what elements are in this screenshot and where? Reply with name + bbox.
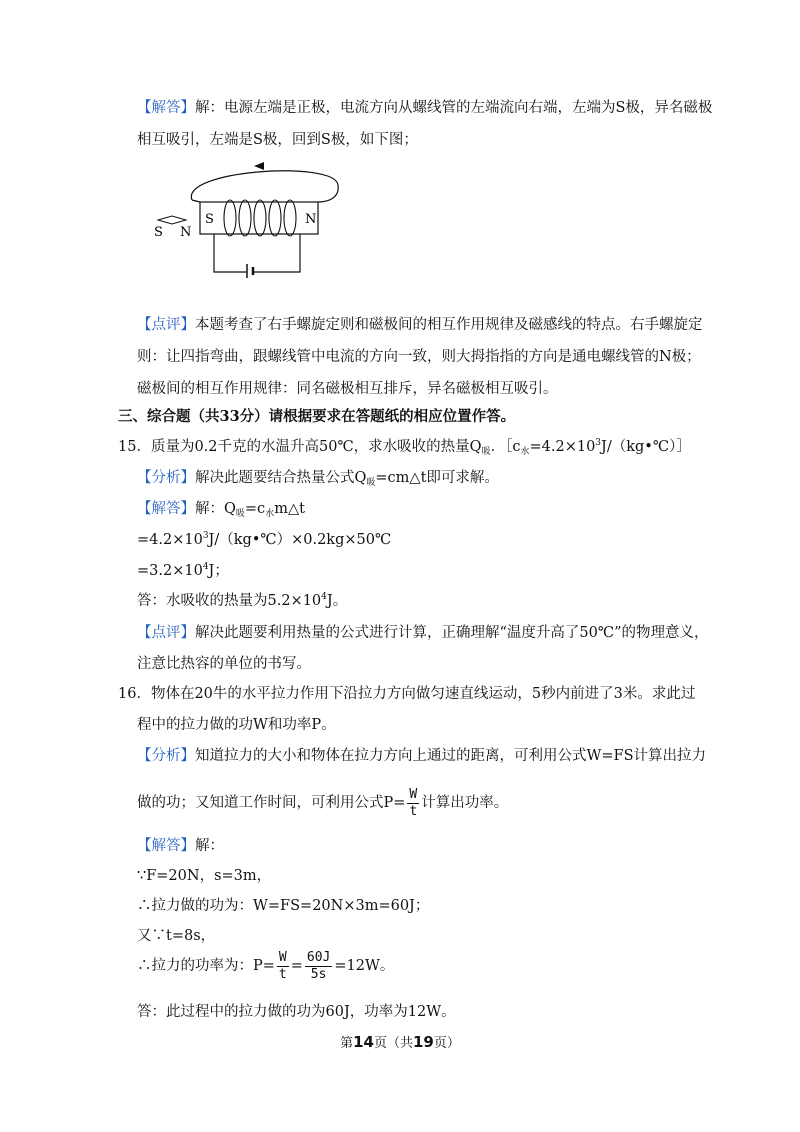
answer14-line1 <box>137 98 712 118</box>
q15-answer-line3 <box>137 561 229 583</box>
q15-ans2-b: J/（kg•℃）×0.2kg×50℃ <box>208 532 392 548</box>
q15-ans4-b: J。 <box>326 593 348 609</box>
q15-sub: 吸 <box>481 447 491 457</box>
q15-ans3-sup: 4 <box>202 562 209 572</box>
fraction-numerator: 60J <box>306 949 331 965</box>
q15-sub2: 水 <box>520 447 530 457</box>
q16-question-line2: 程中的拉力做的功W和功率P。 <box>137 717 336 733</box>
q15-ans4-sup: 4 <box>321 592 327 602</box>
fraction-denominator: t <box>278 966 287 982</box>
q16-step3: 又∵t=8s， <box>137 928 216 944</box>
needle-s-label: S <box>154 225 163 240</box>
footer-suffix: 页） <box>433 1036 460 1051</box>
coil-left-label: S <box>205 212 214 227</box>
q15-ans1-b: =c <box>244 501 266 517</box>
analysis-tag: 【分析】 <box>137 470 195 486</box>
footer-prefix: 第 <box>340 1036 354 1051</box>
circuit-wire <box>214 234 247 272</box>
q15-number: 15． <box>118 439 151 455</box>
fraction-numerator: W <box>409 786 418 802</box>
comment-tag: 【点评】 <box>137 317 195 333</box>
comment14-line2: 则：让四指弯曲，跟螺线管中电流的方向一致，则大拇指指的方向是通电螺线管的N极； <box>137 349 701 365</box>
power-formula-fraction <box>407 787 419 820</box>
q16-step5: 答：此过程中的拉力做的功为60J，功率为12W。 <box>137 1004 456 1020</box>
q15-ans4-a: 答：水吸收的热量为5.2×10 <box>137 593 322 609</box>
field-arrow-icon <box>254 162 264 170</box>
answer14-text1: 解：电源左端是正极，电流方向从螺线管的左端流向右端，左端为S极，异名磁极 <box>195 100 713 116</box>
comment14-line3: 磁极间的相互作用规律：同名磁极相互排斥，异名磁极相互吸引。 <box>137 381 558 397</box>
page-total: 19 <box>413 1033 434 1051</box>
q16-answer-head <box>137 836 224 856</box>
page-number: 14 <box>353 1033 374 1051</box>
comment14-line1 <box>137 315 703 335</box>
q16-analysis1: 知道拉力的大小和物体在拉力方向上通过的距离，可利用公式W=FS计算出拉力 <box>195 748 707 764</box>
needle-n-label: N <box>180 225 192 240</box>
q16-analysis-line1 <box>137 746 706 766</box>
q15-comment-line2: 注意比热容的单位的书写。 <box>137 656 311 672</box>
compass-needle-icon <box>158 216 186 224</box>
q15-ans1-a: 解：Q <box>195 501 236 517</box>
comment-tag: 【点评】 <box>137 625 195 641</box>
q15-analysis-a: 解决此题要结合热量公式Q <box>195 470 367 486</box>
answer-tag: 【解答】 <box>137 100 195 116</box>
q15-tail1: ．［c <box>490 439 521 455</box>
q15-tail2: =4.2×10 <box>529 439 596 455</box>
footer-mid: 页（共 <box>373 1036 413 1051</box>
answer-tag: 【解答】 <box>137 501 195 517</box>
q15-ans2-sup: 3 <box>202 531 209 541</box>
q16-s4-a: ∴拉力的功率为：P= <box>137 958 275 974</box>
q16-step1: ∵F=20N，s=3m， <box>137 868 272 884</box>
q15-answer-line1 <box>137 499 305 521</box>
q15-question <box>118 437 691 459</box>
comment14-text1: 本题考查了右手螺旋定则和磁极间的相互作用规律及磁感线的特点。右手螺旋定 <box>195 317 703 333</box>
solenoid-figure <box>150 160 350 280</box>
q16-analysis2-b: 计算出功率。 <box>421 795 509 811</box>
q16-s4-eq: = <box>290 958 303 974</box>
q16-step4 <box>137 948 394 984</box>
q15-ans1-c: m△t <box>274 501 305 517</box>
q15-ans1-sub: 吸 <box>235 509 245 519</box>
fraction-denominator: 5s <box>310 966 327 982</box>
q15-ans2-a: =4.2×10 <box>137 532 203 548</box>
page-footer <box>0 1032 800 1051</box>
section3-title: 三、综合题（共33分）请根据要求在答题纸的相应位置作答。 <box>118 408 516 425</box>
q16-number: 16． <box>118 686 151 702</box>
q15-ans1-sub2: 水 <box>265 509 275 519</box>
q16-analysis-line2 <box>137 785 508 821</box>
q16-s4-b: =12W。 <box>334 958 395 974</box>
q15-tail3: J/（kg•℃）］ <box>601 439 691 455</box>
q15-sup: 3 <box>595 438 602 448</box>
q15-analysis-b: =cm△t即可求解。 <box>375 470 499 486</box>
q15-analysis-sub: 吸 <box>366 478 376 488</box>
fraction-numerator: W <box>278 949 287 965</box>
q16-question-line1 <box>118 684 695 704</box>
answer14-line2: 相互吸引，左端是S极，回到S极，如下图； <box>137 132 418 148</box>
answer-tag: 【解答】 <box>137 838 195 854</box>
analysis-tag: 【分析】 <box>137 748 195 764</box>
q16-text1: 物体在20牛的水平拉力作用下沿拉力方向做匀速直线运动，5秒内前进了3米。求此过 <box>150 686 696 702</box>
fraction-denominator: t <box>409 803 418 819</box>
q15-ans3-a: =3.2×10 <box>137 563 203 579</box>
solenoid-body <box>200 202 318 234</box>
q15-analysis <box>137 468 499 490</box>
power-fraction-2 <box>305 950 332 983</box>
coil-right-label: N <box>305 212 317 227</box>
q16-step2: ∴拉力做的功为：W=FS=20N×3m=60J； <box>137 898 430 914</box>
q15-answer-line2 <box>137 530 391 552</box>
q15-text: 质量为0.2千克的水温升高50℃，求水吸收的热量Q <box>150 439 482 455</box>
power-fraction-1 <box>277 950 289 983</box>
q15-ans3-b: J； <box>208 563 229 579</box>
field-line <box>191 171 338 202</box>
q15-comment1: 解决此题要利用热量的公式进行计算，正确理解“温度升高了50℃”的物理意义， <box>195 625 709 641</box>
q15-comment-line1 <box>137 623 709 643</box>
q16-answer-head-text: 解： <box>195 838 224 854</box>
q16-analysis2-a: 做的功；又知道工作时间，可利用公式P= <box>137 795 406 811</box>
q15-answer-line4 <box>137 591 347 613</box>
